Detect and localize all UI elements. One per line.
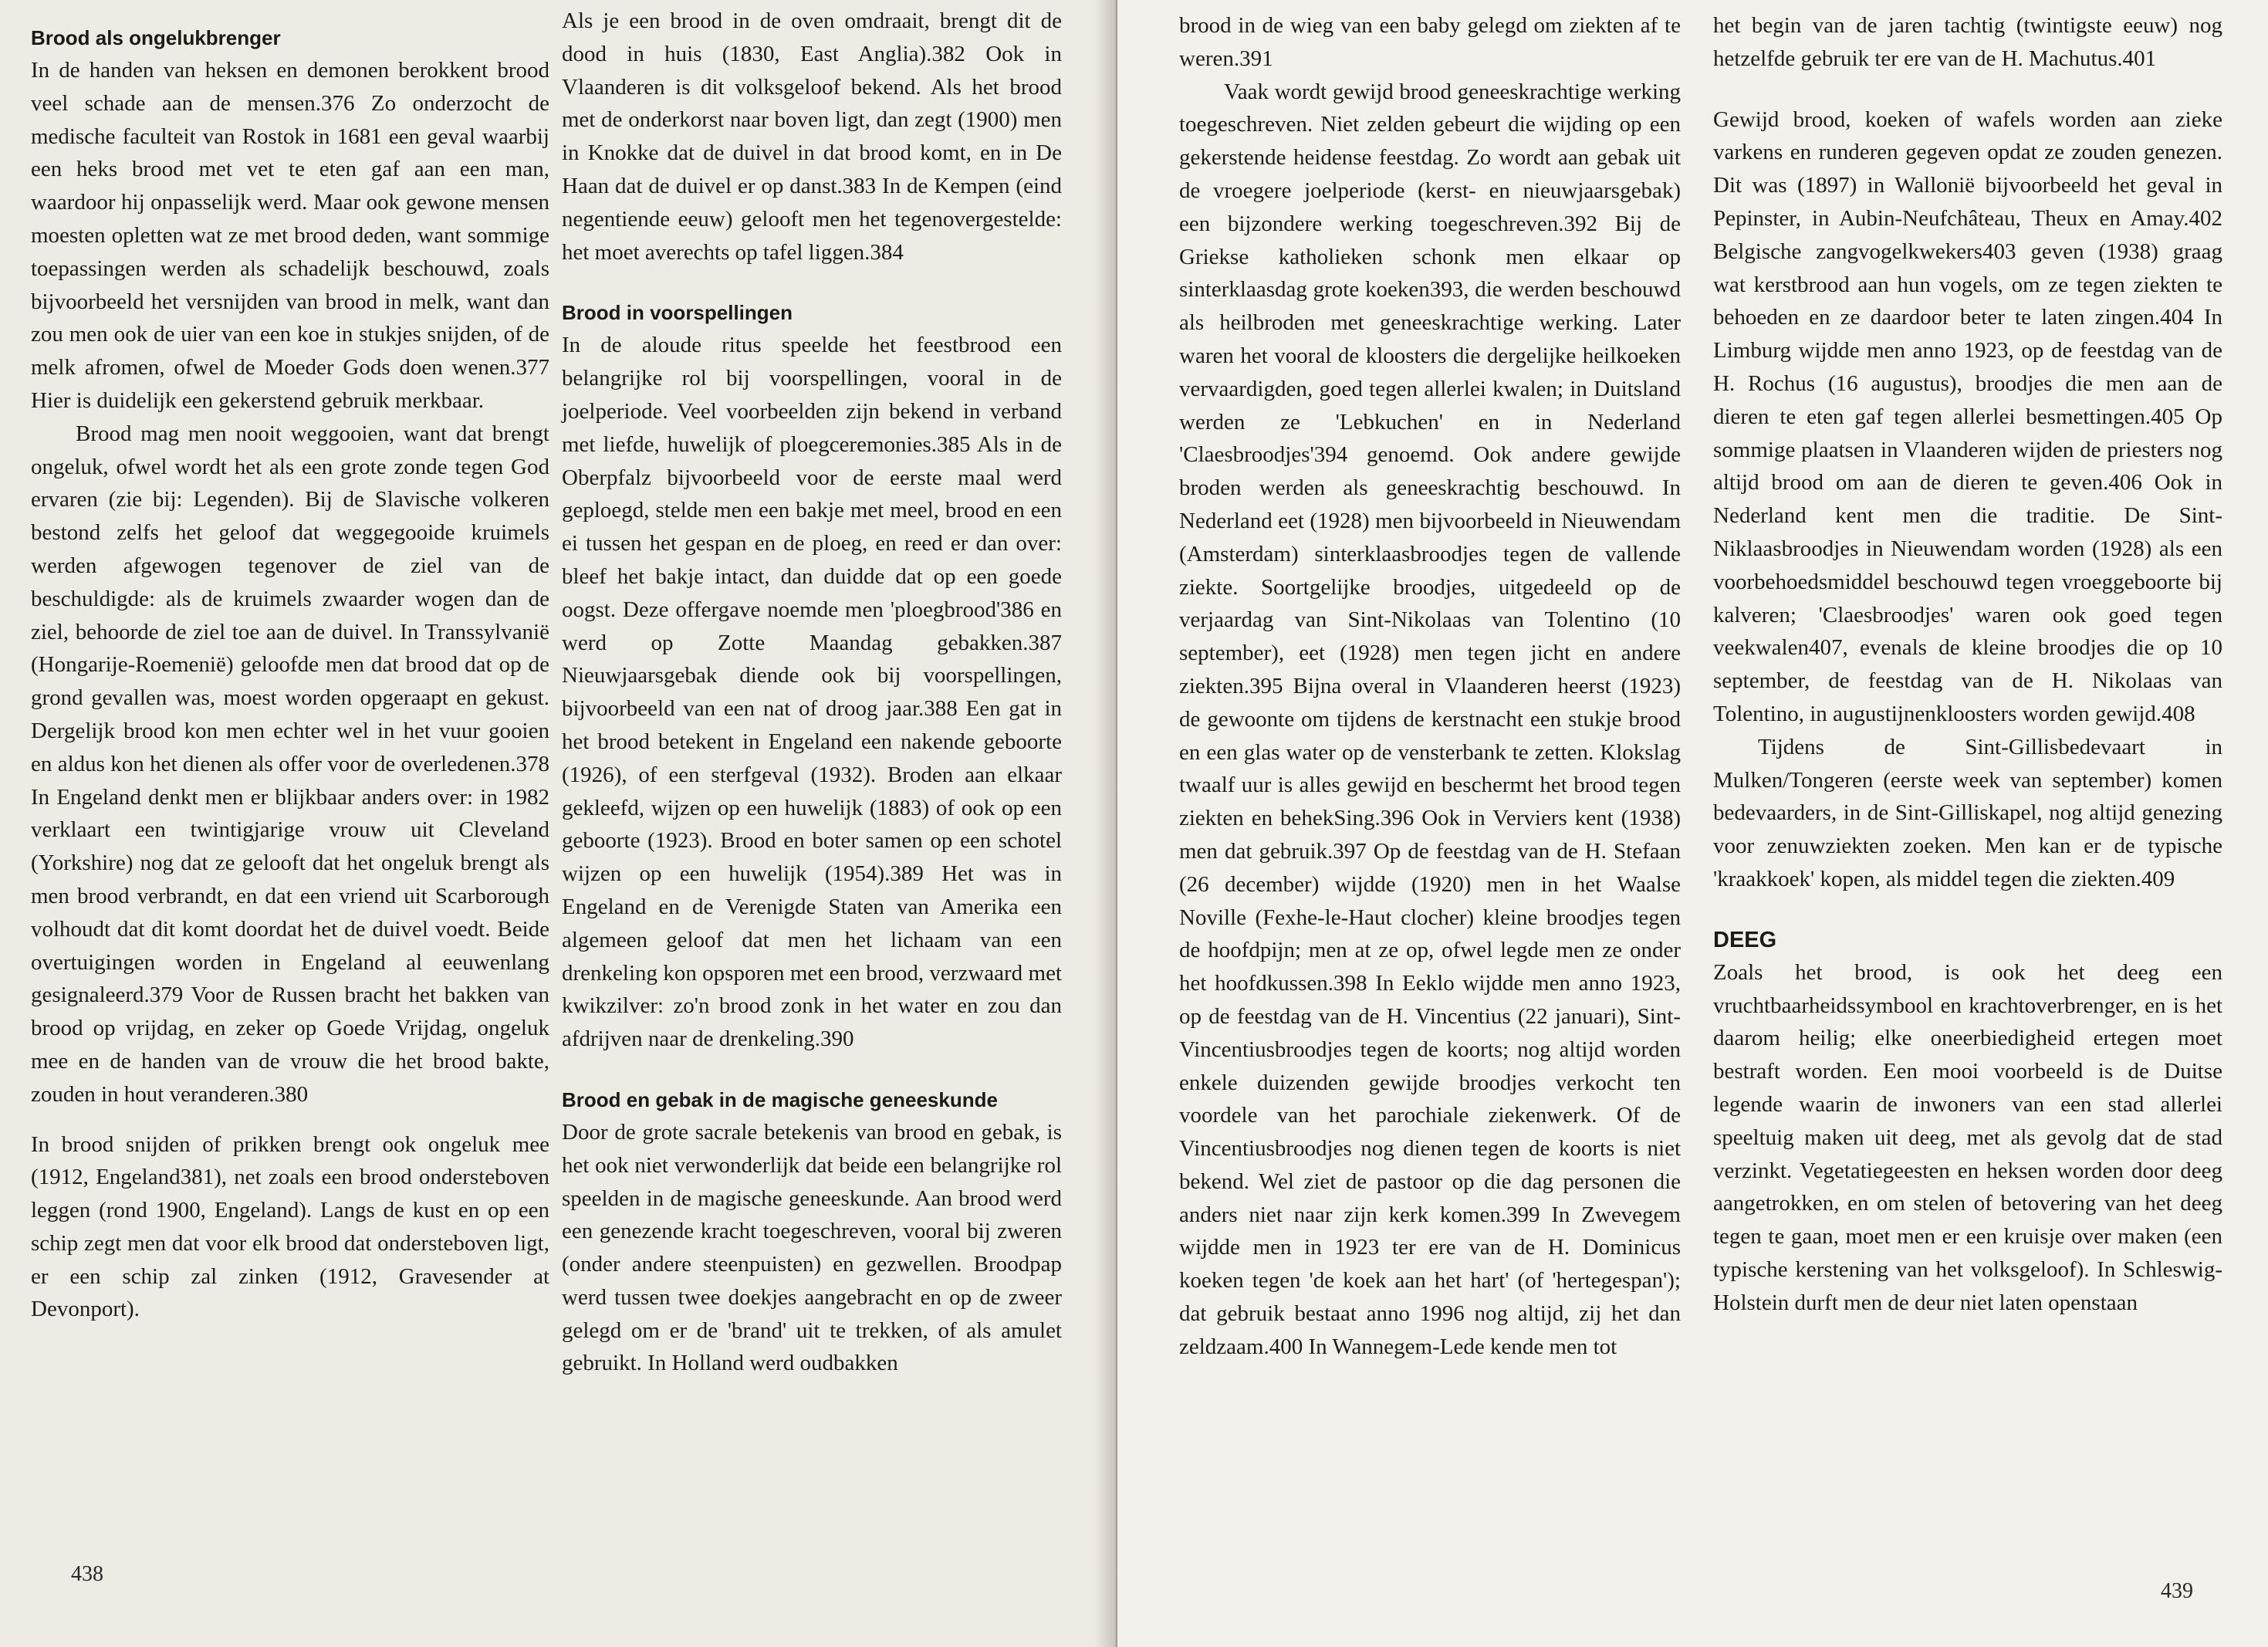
paragraph: Gewijd brood, koeken of wafels worden aan zieke varkens en runderen gegeven opdat ze zouden genezen. Dit was (1897) in Wallonië bijvoorbeeld het geval in Pepinster, in Aubin-Neufchâteau, Theux en Amay.402 Belgische zangvogelkwekers403 geven (1938) graag wat kerstbrood aan hun vogels, om ze tegen ziekten te behoeden en ze daardoor beter te laten zingen.404 In Limburg wijdde men anno 1923, op de feestdag van de H. Rochus (16 augustus), broodjes die men aan de dieren te eten gaf tegen allerlei besmettingen.405 Op sommige plaatsen in Vlaanderen wijden de priesters nog altijd brood om aan de dieren te geven.406 Ook in Nederland kent men die traditie. De Sint-Niklaasbroodjes in Nieuwendam worden (1928) als een voorbehoedsmiddel beschouwd tegen vroeggeboorte bij kalveren; 'Claesbroodjes' waren ook goed tegen veekwalen407, evenals de kleine broodjes die op 10 september, de feestdag van de H. Nikolaas van Tolentino, in augustijnenkloosters worden gewijd.408 bbox=[1713, 107, 2222, 726]
right-column-1 bbox=[1179, 9, 1681, 1364]
section-heading-deeg: DEEG bbox=[1713, 927, 1777, 952]
section-heading-ongelukbrenger: Brood als ongelukbrenger bbox=[31, 26, 281, 49]
paragraph: Tijdens de Sint-Gillisbedevaart in Mulken/Tongeren (eerste week van september) komen bedevaarders, in de Sint-Gilliskapel, nog altijd genezing voor zenuwziekten zoeken. Men kan er de typische 'kraakkoek' kopen, als middel tegen die ziekten.409 bbox=[1713, 734, 2222, 891]
paragraph: Door de grote sacrale betekenis van brood en gebak, is het ook niet verwonderlijk dat beide een belangrijke rol speelden in de magische geneeskunde. Aan brood werd een genezende kracht toegeschreven, vooral bij zweren (onder andere steenpuisten) en gezwellen. Broodpap werd tussen twee doekjes aangebracht en op de zweer gelegd om er de 'brand' uit te trekken, of als amulet gebruikt. In Holland werd oudbakken bbox=[562, 1119, 1062, 1376]
paragraph: het begin van de jaren tachtig (twintigste eeuw) nog hetzelfde gebruik ter ere van de H. Machutus.401 bbox=[1713, 13, 2222, 71]
paragraph: Brood mag men nooit weggooien, want dat brengt ongeluk, ofwel wordt het als een grote zonde tegen God ervaren (zie bij: Legenden). Bij de Slavische volkeren bestond zelfs het geloof dat weggegooide kruimels werden afgewogen tegenover de ziel van de beschuldigde: als de kruimels zwaarder wogen dan de ziel, behoorde de ziel toe aan de duivel. In Transsylvanië (Hongarije-Roemenië) geloofde men dat brood dat op de grond gevallen was, moest worden opgeraapt en gekust. Dergelijk brood kon men echter wel in het vuur gooien en aldus kon het dienen als offer voor de overledenen.378 In Engeland denkt men er blijkbaar anders over: in 1982 verklaart een twintigjarige vrouw uit Cleveland (Yorkshire) nog dat ze gelooft dat het ongeluk brengt als men brood verbrandt, en dat een vriend uit Scarborough volhoudt dat dit komt doordat het de duivel voedt. Beide overtuigingen worden in Engeland al eeuwenlang gesignaleerd.379 Voor de Russen bracht het bakken van brood op vrijdag, en zeker op Goede Vrijdag, ongeluk mee en de handen van de vrouw die het brood bakte, zouden in hout veranderen.380 bbox=[31, 421, 549, 1107]
right-column-2 bbox=[1713, 9, 2222, 1319]
paragraph: In de aloude ritus speelde het feestbrood een belangrijke rol bij voorspellingen, vooral in de joelperiode. Veel voorbeelden zijn bekend in verband met liefde, huwelijk of ploegceremonies.385 Als in de Oberpfalz bijvoorbeeld voor de eerste maal werd geploegd, stelde men een bakje met meel, brood en een ei tussen het gespan en de ploeg, en reed er dan over: bleef het bakje intact, dan duidde dat op een goede oogst. Deze offergave noemde men 'ploegbrood'386 en werd op Zotte Maandag gebakken.387 Nieuwjaarsgebak diende ook bij voorspellingen, bijvoorbeeld van een nat of droog jaar.388 Een gat in het brood betekent in Engeland een nakende geboorte (1926), of een sterfgeval (1932). Broden aan elkaar gekleefd, wijzen op een huwelijk (1883) of ook op een geboorte (1923). Brood en boter samen op een schotel wijzen op een huwelijk (1954).389 Het was in Engeland en de Verenigde Staten van Amerika een algemeen geloof dat men het lichaam van een drenkeling kon opsporen met een brood, verzwaard met kwikzilver: zo'n brood zonk in het water en zou dan afdrijven naar de drenkeling.390 bbox=[562, 333, 1062, 1052]
left-page bbox=[0, 0, 1117, 1647]
page-number-right: 439 bbox=[2161, 1579, 2193, 1603]
paragraph: Vaak wordt gewijd brood geneeskrachtige werking toegeschreven. Niet zelden gebeurt die wijding op een gekerstende heidense feestdag. Zo wordt aan gebak uit de vroegere joelperiode (kerst- en nieuwjaarsgebak) een bijzondere werking toegeschreven.392 Bij de Griekse katholieken schonk men elkaar op sinterklaasdag grote koeken393, die werden beschouwd als heilbroden met geneeskrachtige werking. Later waren het vooral de kloosters die dergelijke heilkoeken vervaardigden, goed tegen allerlei kwalen; in Duitsland werden ze 'Lebkuchen' en in Nederland 'Claesbroodjes'394 genoemd. Ook andere gewijde broden werden als geneeskrachtig beschouwd. In Nederland eet (1928) men bijvoorbeeld in Nieuwendam (Amsterdam) sinterklaasbroodjes tegen de vallende ziekte. Soortgelijke broodjes, uitgedeeld op de verjaardag van Sint-Nikolaas van Tolentino (10 september), eet (1928) men tegen jicht en andere ziekten.395 Bijna overal in Vlaanderen heerst (1923) de gewoonte om tijdens de kerstnacht een stukje brood en een glas water op de vensterbank te zetten. Klokslag twaalf uur is alles gewijd en beschermt het brood tegen ziekten en behekSing.396 Ook in Verviers kent (1938) men dat gebruik.397 Op de feestdag van de H. Stefaan (26 december) wijdde (1920) men in het Waalse Noville (Fexhe-le-Haut clocher) kleine broodjes tegen de hoofdpijn; men at ze op, ofwel legde men ze onder het hoofdkussen.398 In Eeklo wijdde men anno 1923, op de feestdag van de H. Vincentius (22 januari), Sint-Vincentiusbroodjes tegen de koorts; nog altijd worden enkele duizenden gewijde broodjes verkocht ten voordele van het parochiale ziekenwerk. Of de Vincentiusbroodjes nog dienen tegen de koorts is niet bekend. Wel ziet de pastoor op die dag personen die anders niet naar zijn kerk komen.399 In Zwevegem wijdde men in 1923 ter ere van de H. Dominicus koeken tegen 'de koek aan het hart' (of 'hertegespan'); dat gebruik bestaat anno 1996 nog altijd, zij het dan zeldzaam.400 In Wannegem-Lede kende men tot bbox=[1179, 79, 1681, 1359]
right-page bbox=[1117, 0, 2268, 1647]
paragraph: In brood snijden of prikken brengt ook ongeluk mee (1912, Engeland381), net zoals een brood ondersteboven leggen (rond 1900, Engeland). Langs de kust en op een schip zegt men dat voor elk brood dat ondersteboven ligt, er een schip zal zinken (1912, Gravesender at Devonport). bbox=[31, 1131, 549, 1322]
left-column-2 bbox=[562, 5, 1062, 1380]
paragraph: brood in de wieg van een baby gelegd om ziekten af te weren.391 bbox=[1179, 13, 1681, 71]
paragraph: Als je een brood in de oven omdraait, brengt dit de dood in huis (1830, East Anglia).382 Ook in Vlaanderen is dit volksgeloof bekend. Als het brood met de onderkorst naar boven ligt, dan zegt (1900) men in Knokke dat de duivel in dat brood komt, en in De Haan dat de duivel er op danst.383 In de Kempen (eind negentiende eeuw) gelooft men het tegenovergestelde: het moet averechts op tafel liggen.384 bbox=[562, 8, 1062, 265]
paragraph: In de handen van heksen en demonen berokkent brood veel schade aan de mensen.376 Zo onderzocht de medische faculteit van Rostok in 1681 een geval waarbij een heks brood met vet te eten gaf aan een man, waardoor hij onpasselijk werd. Maar ook gewone mensen moesten opletten wat ze met brood deden, want sommige toepassingen werden als schadelijk beschouwd, zoals bijvoorbeeld het versnijden van brood in melk, want dan zou men ook de uier van een koe in stukjes snijden, of de melk afromen, ofwel de Moeder Gods doen wenen.377 Hier is duidelijk een gekerstend gebruik merkbaar. bbox=[31, 58, 549, 413]
left-column-1 bbox=[31, 22, 549, 1326]
section-heading-geneeskunde: Brood en gebak in de magische geneeskunde bbox=[562, 1087, 998, 1111]
paragraph: Zoals het brood, is ook het deeg een vruchtbaarheidssymbool en krachtoverbrenger, en is het daarom heilig; elke oneerbiedigheid ertegen moet bestraft worden. Een mooi voorbeeld is de Duitse legende waarin de inwoners van een stad allerlei speeltuig maken uit deeg, met als gevolg dat de stad verzinkt. Vegetatiegeesten en heksen worden door deeg aangetrokken, en om stelen of betovering van het deeg tegen te gaan, moet men er een kruisje over maken (een typische kerstening van het volksgeloof). In Schleswig-Holstein durft men de deur niet laten openstaan bbox=[1713, 959, 2222, 1315]
section-heading-voorspellingen: Brood in voorspellingen bbox=[562, 301, 793, 325]
page-number-left: 438 bbox=[71, 1562, 103, 1586]
